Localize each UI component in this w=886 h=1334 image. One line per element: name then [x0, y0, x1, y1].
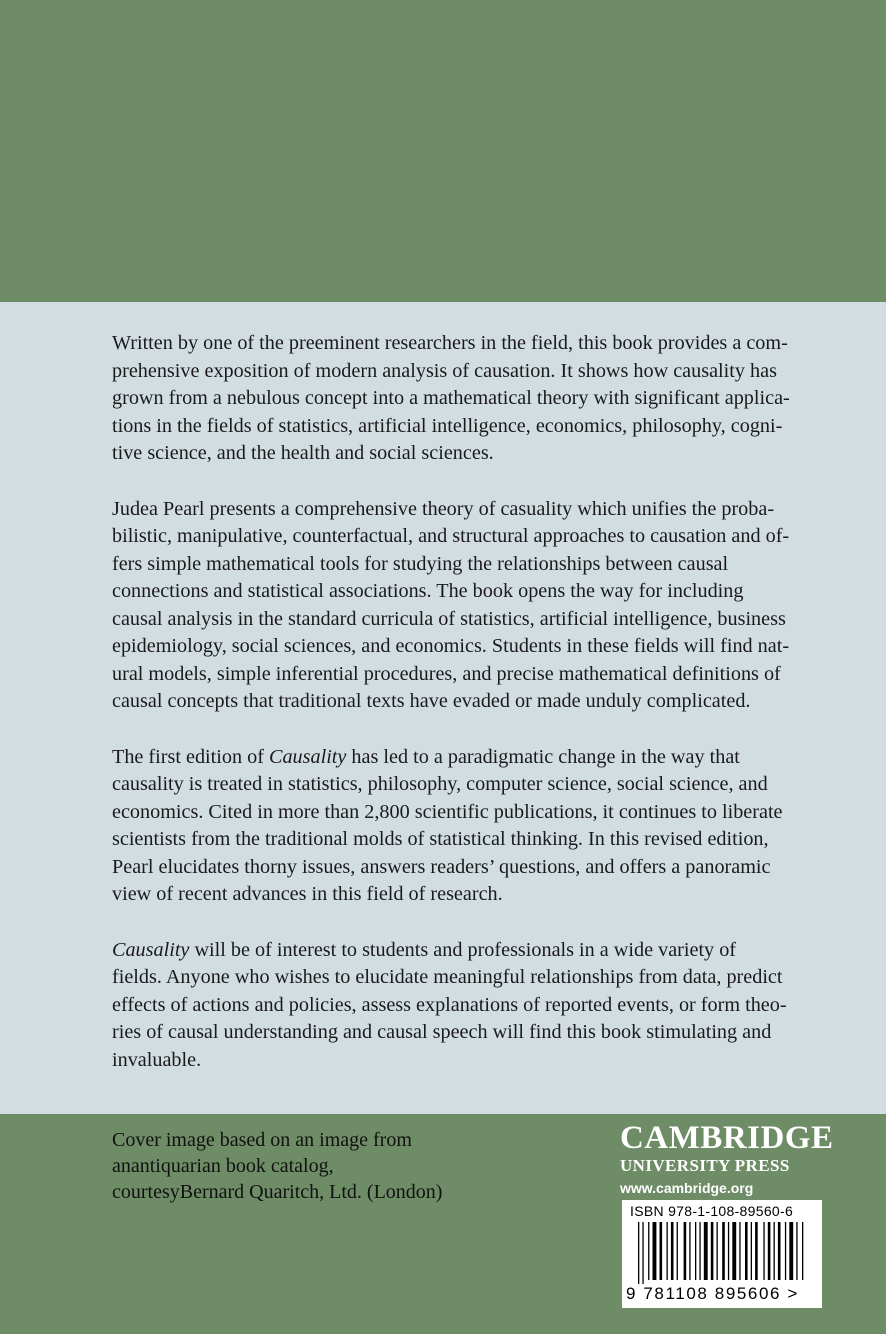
barcode-bar	[745, 1222, 748, 1280]
publisher-url: www.cambridge.org	[620, 1180, 754, 1196]
cover-image-credit	[112, 1127, 442, 1205]
barcode-bar	[699, 1222, 700, 1280]
barcode-bar	[642, 1222, 643, 1284]
barcode-bar	[789, 1222, 793, 1280]
text-line: fields. Anyone who wishes to elucidate meaningful relationships from data, predict	[112, 966, 783, 988]
barcode-bar	[660, 1222, 663, 1280]
text-run: will be of interest to students and professionals in a wide variety of	[189, 938, 737, 961]
text-line: economics. Cited in more than 2,800 scientific publications, it continues to liberate	[112, 800, 783, 823]
barcode-bar	[778, 1222, 781, 1280]
top-green-band	[0, 0, 886, 302]
text-line	[112, 744, 848, 772]
text-line: grown from a nebulous concept into a mathematical theory with significant applica-	[112, 387, 790, 409]
barcode-bar	[704, 1222, 708, 1280]
text-line: scientists from the traditional molds of statistical thinking. In this revised edition,	[112, 828, 769, 850]
blurb-text	[112, 330, 848, 1102]
barcode-bar	[722, 1222, 725, 1280]
publisher-subname: UNIVERSITY PRESS	[620, 1156, 790, 1175]
barcode-bar	[802, 1222, 803, 1280]
isbn-label: ISBN 978-1-108-89560-6	[630, 1203, 794, 1219]
barcode-bar	[755, 1222, 758, 1280]
credit-line: Cover image based on an image from	[112, 1129, 412, 1151]
paragraph-4	[112, 937, 848, 1075]
publisher-name: CAMBRIDGE	[620, 1120, 834, 1156]
text-line: causality is treated in statistics, philosophy, computer science, social science, and	[112, 773, 768, 795]
publisher-logo	[620, 1120, 834, 1196]
barcode-bars	[626, 1222, 818, 1284]
barcode-bar	[638, 1222, 639, 1284]
text-run: The first edition of	[112, 745, 269, 768]
paragraph-1	[112, 330, 848, 468]
text-run: has led to a paradigmatic change in the way that	[346, 745, 740, 768]
barcode-bar	[648, 1222, 649, 1280]
barcode-bar	[671, 1222, 674, 1280]
barcode-bar	[728, 1222, 729, 1280]
text-line: fers simple mathematical tools for studying the relationships between causal	[112, 552, 729, 575]
barcode-bar	[667, 1222, 668, 1280]
barcode-bar	[785, 1222, 786, 1280]
text-line: connections and statistical associations. The book opens the way for including	[112, 580, 744, 602]
barcode-bar	[739, 1222, 740, 1280]
text-line: bilistic, manipulative, counterfactual, and structural approaches to causation and of-	[112, 525, 790, 547]
paragraph-3	[112, 744, 848, 909]
barcode-bar	[684, 1222, 687, 1280]
text-line: epidemiology, social sciences, and economics. Students in these fields will find nat-	[112, 635, 790, 657]
book-title-italic: Causality	[268, 745, 347, 768]
barcode-bar	[796, 1222, 797, 1280]
barcode-bar	[751, 1222, 752, 1280]
barcode-bar	[689, 1222, 690, 1280]
text-line: causal analysis in the standard curricula of statistics, artificial intelligence, business	[112, 607, 786, 630]
book-title-italic: Causality	[112, 938, 190, 961]
barcode-bar	[695, 1222, 696, 1280]
paragraph-2	[112, 496, 848, 716]
barcode-bar	[711, 1222, 714, 1280]
credit-line: courtesyBernard Quaritch, Ltd. (London)	[112, 1181, 443, 1203]
barcode-bar	[717, 1222, 718, 1280]
text-line: effects of actions and policies, assess explanations of reported events, or form theo-	[112, 993, 787, 1016]
text-line: invaluable.	[112, 1048, 202, 1071]
barcode-digits: 9 781108 895606 >	[626, 1284, 799, 1303]
barcode-bar	[732, 1222, 736, 1280]
barcode-bar	[768, 1222, 771, 1280]
text-line: view of recent advances in this field of research.	[112, 883, 503, 905]
text-line: tions in the fields of statistics, artificial intelligence, economics, philosophy, cogni-	[112, 414, 783, 437]
text-line: ural models, simple inferential procedures, and precise mathematical definitions of	[112, 662, 781, 685]
barcode-bar	[774, 1222, 775, 1280]
text-line: ries of causal understanding and causal speech will find this book stimulating and	[112, 1021, 772, 1043]
text-line: Written by one of the preeminent researchers in the field, this book provides a com-	[112, 332, 788, 354]
text-line: prehensive exposition of modern analysis of causation. It shows how causality has	[112, 359, 777, 382]
text-line: Pearl elucidates thorny issues, answers readers’ questions, and offers a panoramic	[112, 855, 771, 878]
text-line: tive science, and the health and social sciences.	[112, 442, 494, 464]
barcode-bar	[763, 1222, 764, 1280]
barcode-bar	[677, 1222, 678, 1280]
barcode-bar	[653, 1222, 657, 1280]
text-line	[112, 937, 848, 965]
text-line: causal concepts that traditional texts have evaded or made unduly complicated.	[112, 690, 751, 712]
credit-line: anantiquarian book catalog,	[112, 1155, 334, 1177]
isbn-barcode	[622, 1200, 822, 1308]
text-line: Judea Pearl presents a comprehensive theory of casuality which unifies the proba-	[112, 497, 775, 520]
